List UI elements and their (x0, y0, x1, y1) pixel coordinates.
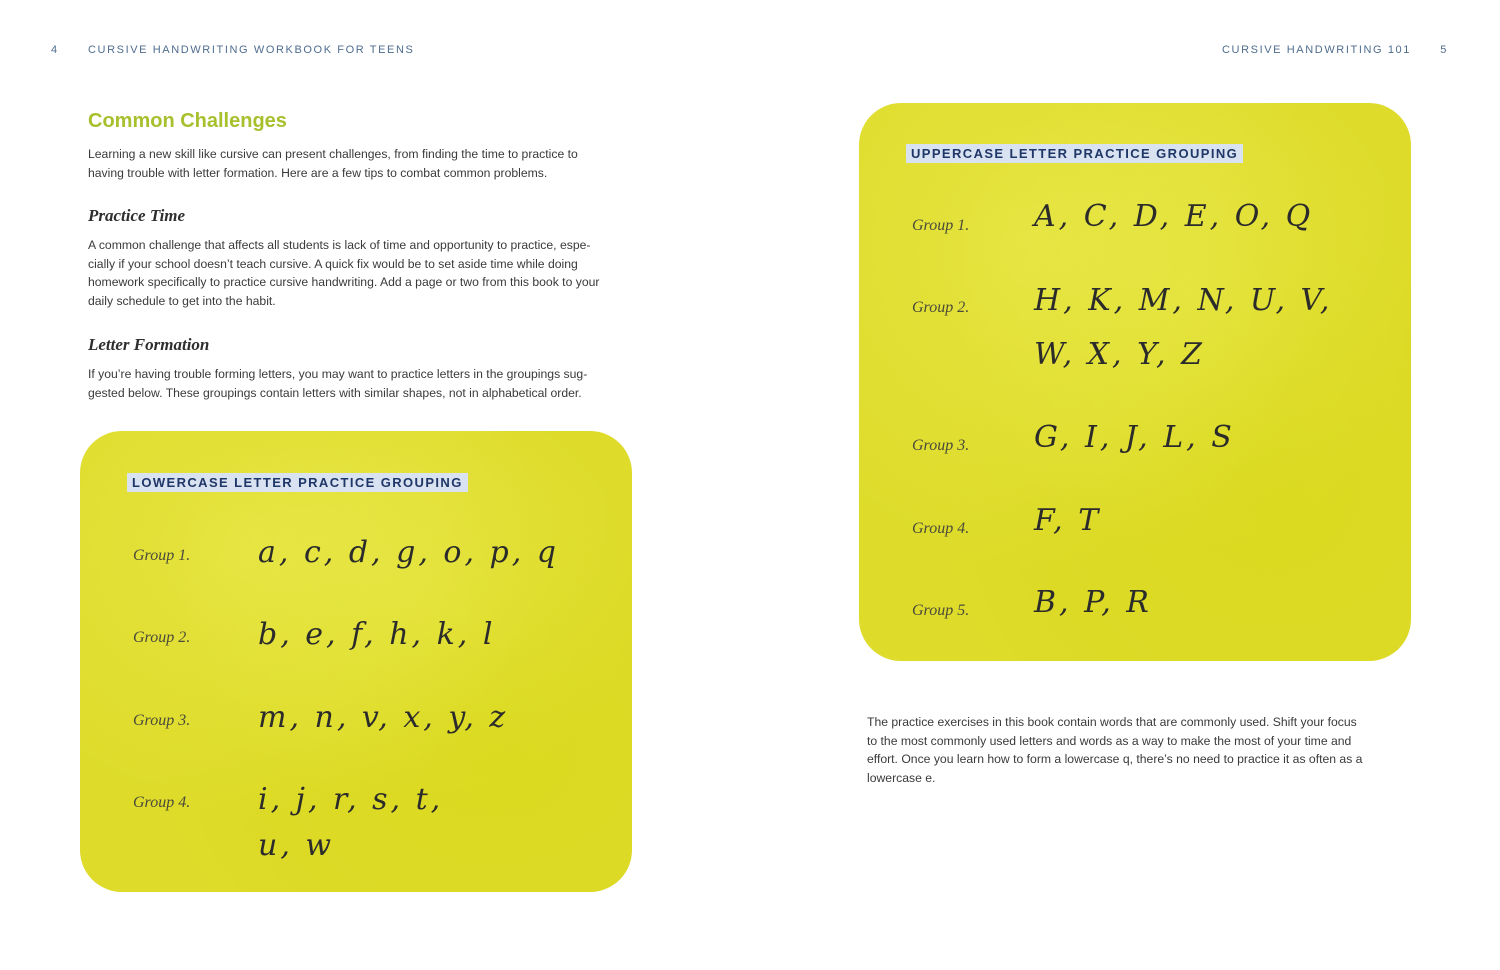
intro-line: Learning a new skill like cursive can present challenges, from finding the time to practice to (88, 147, 578, 161)
uppercase-group-3-letters: G, I, J, L, S (1034, 420, 1235, 455)
letter-formation-line: If you’re having trouble forming letters, you may want to practice letters in the groupings sug- (88, 367, 588, 381)
running-head-right: CURSIVE HANDWRITING 101 (1222, 44, 1411, 56)
intro-line: having trouble with letter formation. Here are a few tips to combat common problems. (88, 165, 548, 180)
lowercase-group-1-label: Group 1. (133, 547, 191, 564)
lowercase-group-4-label: Group 4. (133, 794, 191, 811)
lowercase-grouping-card (80, 431, 632, 892)
page-number-right: 5 (1440, 44, 1448, 56)
practice-time-paragraph (88, 236, 599, 310)
practice-time-line: cially if your school doesn’t teach cursive. A quick fix would be to set aside time while doing (88, 256, 578, 271)
uppercase-group-5-label: Group 5. (912, 602, 970, 619)
practice-time-line: homework specifically to practice cursive handwriting. Add a page or two from this book to your (88, 275, 600, 289)
intro-paragraph (88, 145, 578, 182)
uppercase-card-label: UPPERCASE LETTER PRACTICE GROUPING (906, 144, 1243, 163)
uppercase-group-2-letters-cont: W, X, Y, Z (1034, 337, 1205, 372)
letter-formation-heading: Letter Formation (88, 335, 210, 354)
lowercase-group-1-letters: a, c, d, g, o, p, q (258, 535, 559, 570)
closing-line: The practice exercises in this book contain words that are commonly used. Shift your focus (867, 715, 1357, 729)
uppercase-grouping-card (859, 103, 1411, 661)
lowercase-group-2-letters: b, e, f, h, k, l (258, 617, 496, 652)
closing-line: to the most commonly used letters and words as a way to make the most of your time and (867, 733, 1352, 748)
page-number-left: 4 (51, 44, 59, 56)
practice-time-line: daily schedule to get into the habit. (88, 293, 276, 308)
practice-time-heading: Practice Time (88, 206, 186, 225)
running-head-left: CURSIVE HANDWRITING WORKBOOK FOR TEENS (88, 44, 415, 56)
uppercase-group-4-label: Group 4. (912, 520, 970, 537)
uppercase-group-3-label: Group 3. (912, 437, 970, 454)
lowercase-group-2-label: Group 2. (133, 629, 191, 646)
letter-formation-paragraph (88, 365, 587, 402)
practice-time-line: A common challenge that affects all students is lack of time and opportunity to practice, espe- (88, 238, 591, 252)
uppercase-group-4-letters: F, T (1034, 503, 1102, 538)
closing-line: lowercase e. (867, 770, 936, 785)
lowercase-group-3-label: Group 3. (133, 712, 191, 729)
letter-formation-line: gested below. These groupings contain letters with similar shapes, not in alphabetical order. (88, 385, 582, 400)
lowercase-group-4-letters: i, j, r, s, t, (258, 782, 444, 817)
lowercase-card-label: LOWERCASE LETTER PRACTICE GROUPING (127, 473, 468, 492)
lowercase-group-3-letters: m, n, v, x, y, z (258, 700, 509, 735)
uppercase-group-2-label: Group 2. (912, 299, 970, 316)
uppercase-group-1-label: Group 1. (912, 217, 970, 234)
uppercase-group-5-letters: B, P, R (1034, 585, 1152, 620)
uppercase-group-2-letters: H, K, M, N, U, V, (1034, 283, 1333, 318)
closing-paragraph (867, 713, 1362, 787)
lowercase-group-4-letters-cont: u, w (258, 828, 335, 863)
section-title: Common Challenges (88, 110, 287, 132)
closing-line: effort. Once you learn how to form a lowercase q, there’s no need to practice it as often as a (867, 752, 1363, 766)
uppercase-group-1-letters: A, C, D, E, O, Q (1034, 199, 1314, 234)
